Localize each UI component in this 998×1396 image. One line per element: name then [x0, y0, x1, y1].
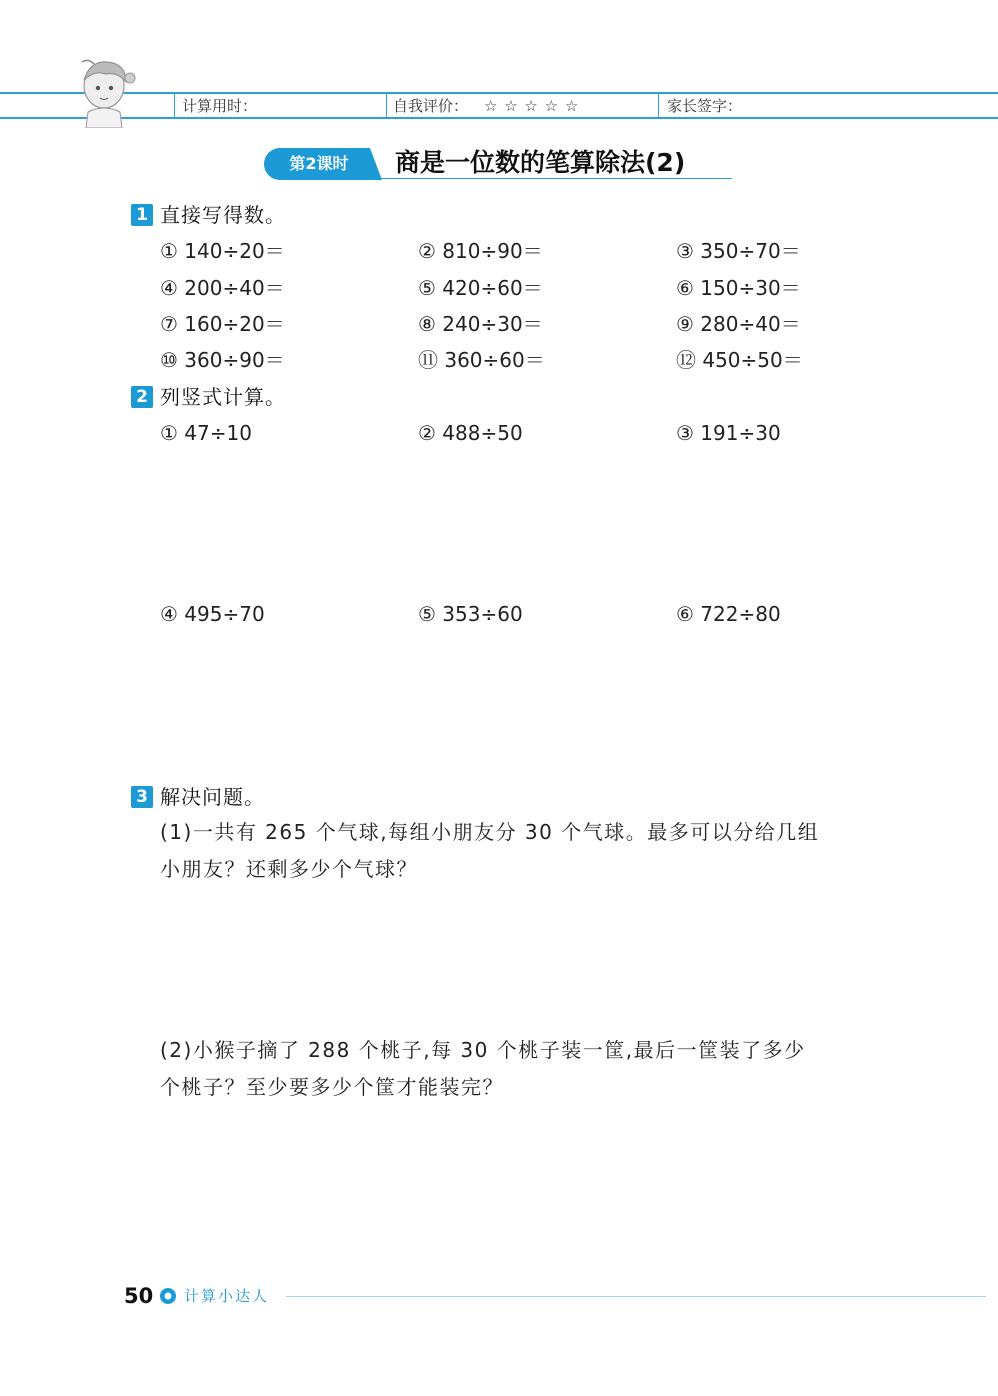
vertical-calc-item: ① 47÷10	[160, 421, 252, 445]
bullet-dot-icon	[159, 1287, 177, 1305]
section1-title: 直接写得数。	[160, 203, 286, 227]
header-divider-2	[386, 92, 387, 118]
oral-calc-item: ⑩ 360÷90＝	[160, 348, 285, 372]
oral-calc-item: ② 810÷90＝	[418, 239, 543, 263]
vertical-calc-item: ⑥ 722÷80	[676, 602, 781, 626]
vertical-calc-item: ② 488÷50	[418, 421, 523, 445]
header-divider-3	[658, 92, 659, 118]
section2-title: 列竖式计算。	[160, 385, 286, 409]
vertical-calc-item: ③ 191÷30	[676, 421, 781, 445]
title-underline	[380, 178, 732, 179]
oral-calc-item: ⑤ 420÷60＝	[418, 276, 543, 300]
section1-number: 1	[131, 204, 153, 226]
word-problem-1-line2: 小朋友？还剩多少个气球？	[160, 857, 418, 881]
page-title: 商是一位数的笔算除法(2)	[395, 148, 686, 177]
section3-title: 解决问题。	[160, 785, 265, 809]
vertical-calc-item: ④ 495÷70	[160, 602, 265, 626]
oral-calc-item: ⑧ 240÷30＝	[418, 312, 543, 336]
word-problem-2-line1: (2)小猴子摘了 288 个桃子,每 30 个桃子装一筐,最后一筐装了多少	[160, 1038, 806, 1062]
book-title: 计算小达人	[184, 1287, 270, 1305]
child-mascot-icon	[74, 56, 136, 128]
vertical-calc-item: ⑤ 353÷60	[418, 602, 523, 626]
oral-calc-item: ⑪ 360÷60＝	[418, 348, 545, 372]
oral-calc-item: ④ 200÷40＝	[160, 276, 285, 300]
section3-number: 3	[131, 786, 153, 808]
oral-calc-item: ③ 350÷70＝	[676, 239, 801, 263]
oral-calc-item: ⑫ 450÷50＝	[676, 348, 803, 372]
self-eval-label: 自我评价：	[393, 97, 469, 115]
calc-time-label: 计算用时：	[182, 97, 258, 115]
word-problem-1-line1: (1)一共有 265 个气球,每组小朋友分 30 个气球。最多可以分给几组	[160, 820, 820, 844]
page-number: 50	[124, 1284, 154, 1308]
oral-calc-item: ① 140÷20＝	[160, 239, 285, 263]
parent-sign-label: 家长签字：	[667, 97, 743, 115]
oral-calc-item: ⑥ 150÷30＝	[676, 276, 801, 300]
oral-calc-item: ⑦ 160÷20＝	[160, 312, 285, 336]
self-eval-stars[interactable]: ☆ ☆ ☆ ☆ ☆	[484, 97, 580, 115]
word-problem-2-line2: 个桃子？至少要多少个筐才能装完？	[160, 1075, 504, 1099]
oral-calc-item: ⑨ 280÷40＝	[676, 312, 801, 336]
header-divider-1	[174, 92, 175, 118]
lesson-tag: 第2课时	[289, 154, 349, 173]
footer-line	[286, 1296, 986, 1297]
section2-number: 2	[131, 386, 153, 408]
